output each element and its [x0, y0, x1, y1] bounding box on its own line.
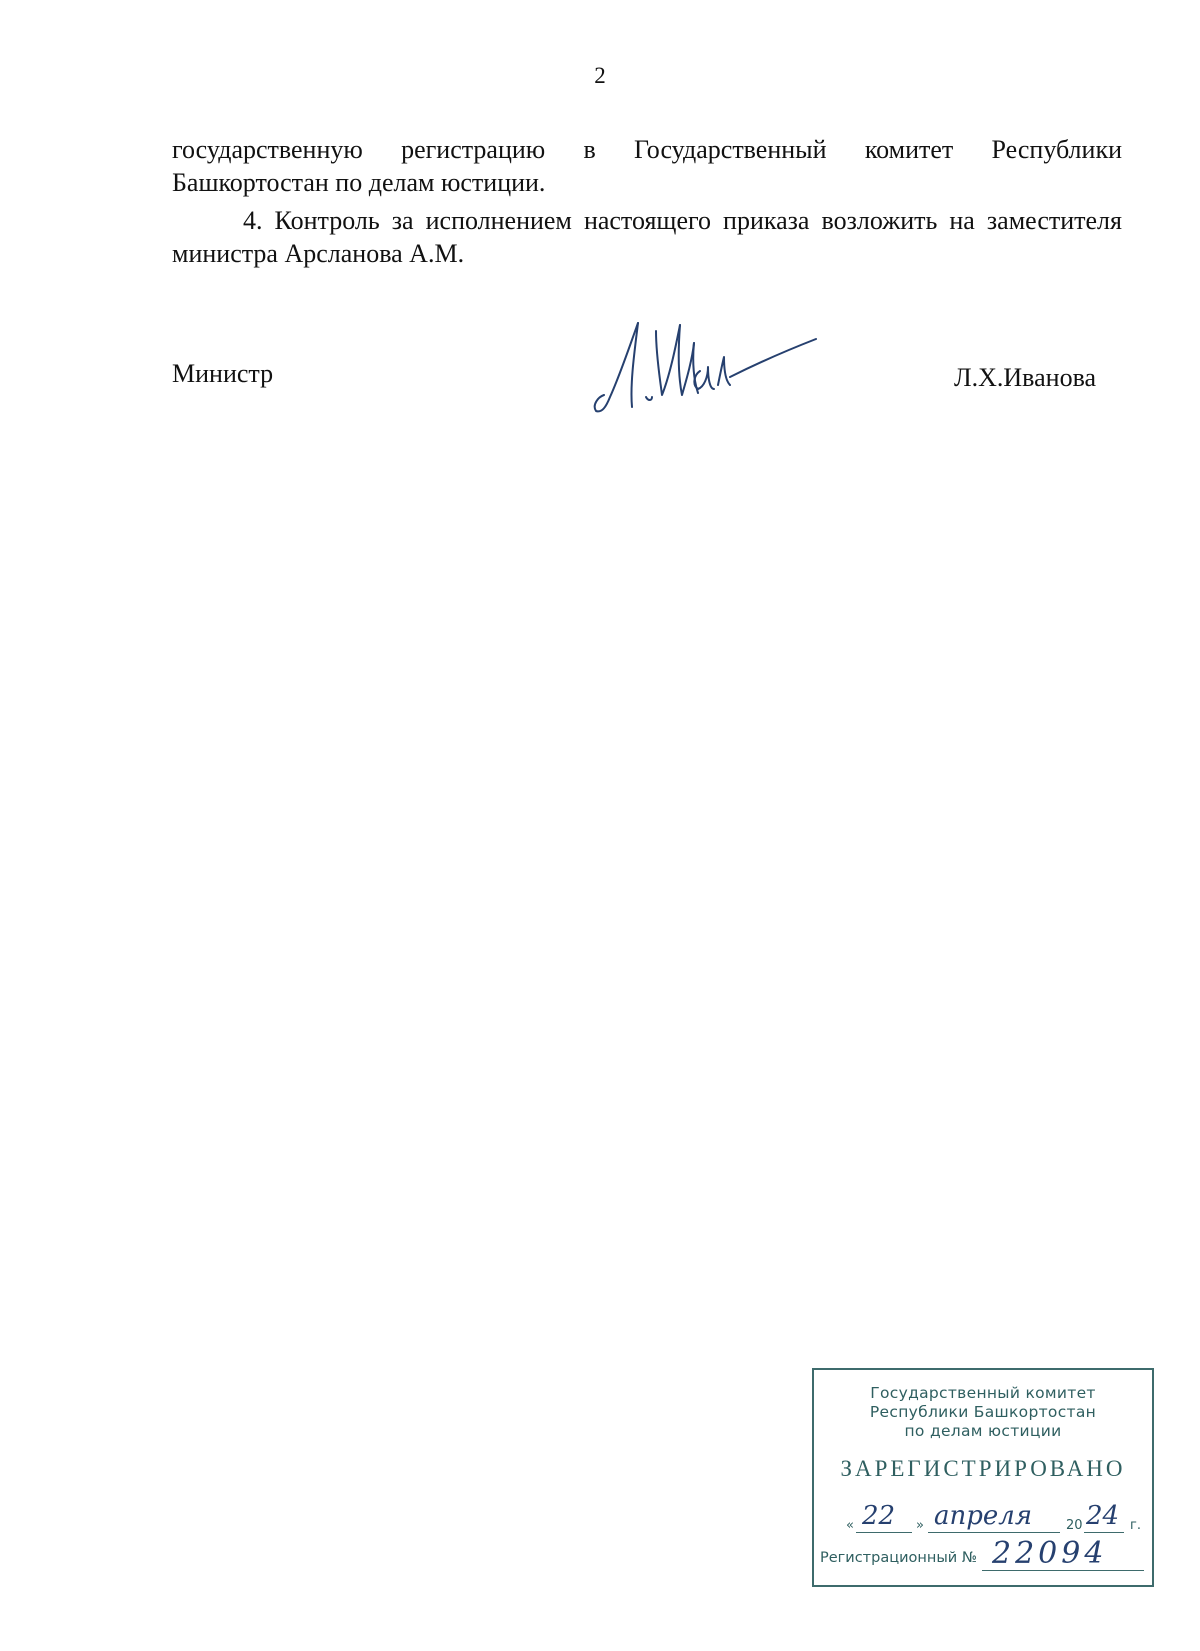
signatory-role: Министр — [172, 359, 274, 388]
signatory-name: Л.Х.Иванова — [954, 363, 1097, 392]
document-body — [172, 133, 1122, 275]
stamp-reg-label: Регистрационный № — [820, 1550, 977, 1566]
stamp-day-underline — [856, 1532, 912, 1533]
registration-stamp — [812, 1368, 1154, 1587]
paragraph-registration: государственную регистрацию в Государственный комитет Республики Башкортостан по делам юстиции. — [172, 135, 1122, 197]
stamp-year-prefix: 20 — [1066, 1518, 1083, 1533]
handwritten-signature — [590, 315, 820, 425]
stamp-year: 24 — [1086, 1501, 1120, 1531]
page-number: 2 — [594, 63, 606, 88]
stamp-day: 22 — [862, 1501, 896, 1531]
stamp-open-quote: « — [846, 1518, 854, 1533]
stamp-line-committee: Государственный комитет — [870, 1384, 1096, 1402]
stamp-close-quote: » — [916, 1518, 924, 1533]
stamp-date-row — [846, 1503, 1146, 1537]
stamp-month: апреля — [934, 1501, 1033, 1531]
stamp-month-underline — [928, 1532, 1060, 1533]
stamp-registered-title: ЗАРЕГИСТРИРОВАНО — [840, 1456, 1126, 1481]
stamp-line-republic: Республики Башкортостан — [869, 1403, 1097, 1421]
stamp-year-abbr: г. — [1130, 1518, 1141, 1533]
stamp-reg-number: 22094 — [992, 1536, 1108, 1571]
stamp-line-justice: по делам юстиции — [904, 1422, 1062, 1440]
stamp-year-underline — [1084, 1532, 1124, 1533]
paragraph-control: 4. Контроль за исполнением настоящего приказа возложить на заместителя министра Арсланова А.М. — [172, 206, 1122, 268]
